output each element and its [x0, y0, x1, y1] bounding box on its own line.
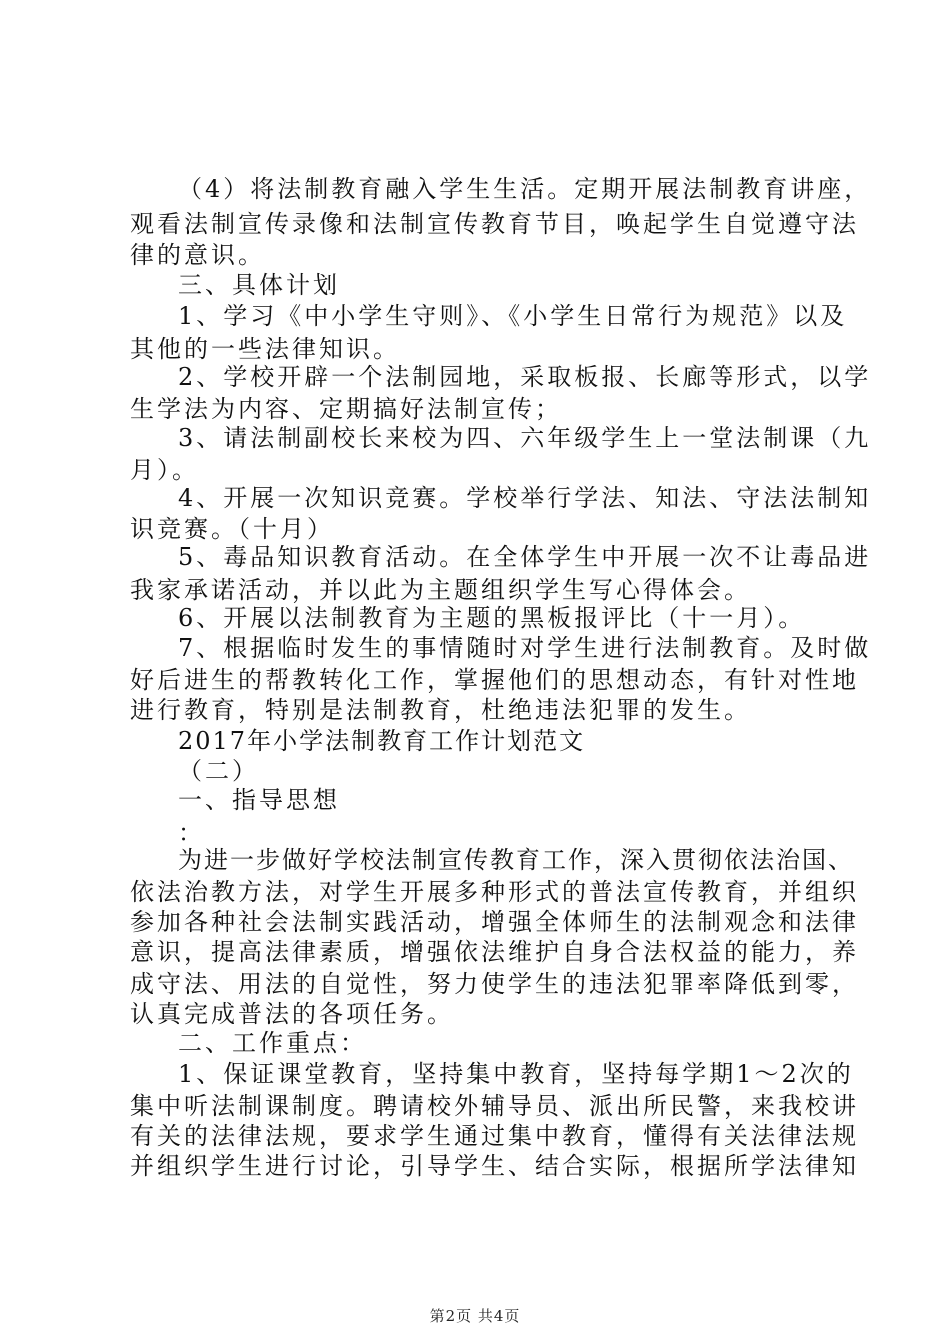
text-line: 我家承诺活动，并以此为主题组织学生写心得体会。 — [130, 576, 751, 604]
text-line: 7、根据临时发生的事情随时对学生进行法制教育。及时做 — [178, 634, 872, 662]
text-line: 1、学习《中小学生守则》、《小学生日常行为规范》以及 — [178, 302, 848, 330]
text-line: 进行教育，特别是法制教育，杜绝违法犯罪的发生。 — [130, 696, 751, 724]
text-line: 4、开展一次知识竞赛。学校举行学法、知法、守法法制知 — [178, 484, 872, 512]
text-line: 律的意识。 — [130, 241, 265, 269]
text-line: 生学法为内容、定期搞好法制宣传； — [130, 395, 562, 423]
text-line: 依法治教方法，对学生开展多种形式的普法宣传教育，并组织 — [130, 878, 859, 906]
text-line: 3、请法制副校长来校为四、六年级学生上一堂法制课（九 — [178, 424, 872, 452]
section-heading: 二、工作重点： — [178, 1029, 367, 1057]
text-line: 有关的法律法规，要求学生通过集中教育，懂得有关法律法规 — [130, 1122, 859, 1150]
text-line: 好后进生的帮教转化工作，掌握他们的思想动态，有针对性地 — [130, 666, 859, 694]
text-line: 并组织学生进行讨论，引导学生、结合实际，根据所学法律知 — [130, 1152, 859, 1180]
document-title: 2017年小学法制教育工作计划范文 — [178, 727, 586, 755]
page-number-footer: 第2页 共4页 — [429, 1307, 521, 1325]
text-line: 为进一步做好学校法制宣传教育工作，深入贯彻依法治国、 — [178, 846, 854, 874]
text-line: 意识，提高法律素质，增强依法维护自身合法权益的能力，养 — [130, 938, 859, 966]
document-subtitle: （二） — [178, 757, 259, 785]
text-line: 2、学校开辟一个法制园地，采取板报、长廊等形式，以学 — [178, 363, 872, 391]
text-line: 月）。 — [130, 456, 199, 484]
text-line: 集中听法制课制度。聘请校外辅导员、派出所民警，来我校讲 — [130, 1092, 859, 1120]
text-line: 识竞赛。（十月） — [130, 515, 334, 543]
text-line: （4）将法制教育融入学生生活。定期开展法制教育讲座， — [178, 175, 872, 203]
text-line: 成守法、用法的自觉性，努力使学生的违法犯罪率降低到零， — [130, 970, 859, 998]
text-line: 观看法制宣传录像和法制宣传教育节目，唤起学生自觉遵守法 — [130, 210, 859, 238]
section-heading: 一、指导思想 — [178, 786, 340, 814]
text-line: ： — [178, 819, 205, 847]
text-line: 6、开展以法制教育为主题的黑板报评比（十一月）。 — [178, 604, 806, 632]
text-line: 1、保证课堂教育，坚持集中教育，坚持每学期1～2次的 — [178, 1060, 854, 1088]
section-heading: 三、具体计划 — [178, 271, 340, 299]
text-line: 其他的一些法律知识。 — [130, 335, 400, 363]
text-line: 5、毒品知识教育活动。在全体学生中开展一次不让毒品进 — [178, 543, 872, 571]
text-line: 参加各种社会法制实践活动，增强全体师生的法制观念和法律 — [130, 908, 859, 936]
text-line: 认真完成普法的各项任务。 — [130, 1000, 454, 1028]
